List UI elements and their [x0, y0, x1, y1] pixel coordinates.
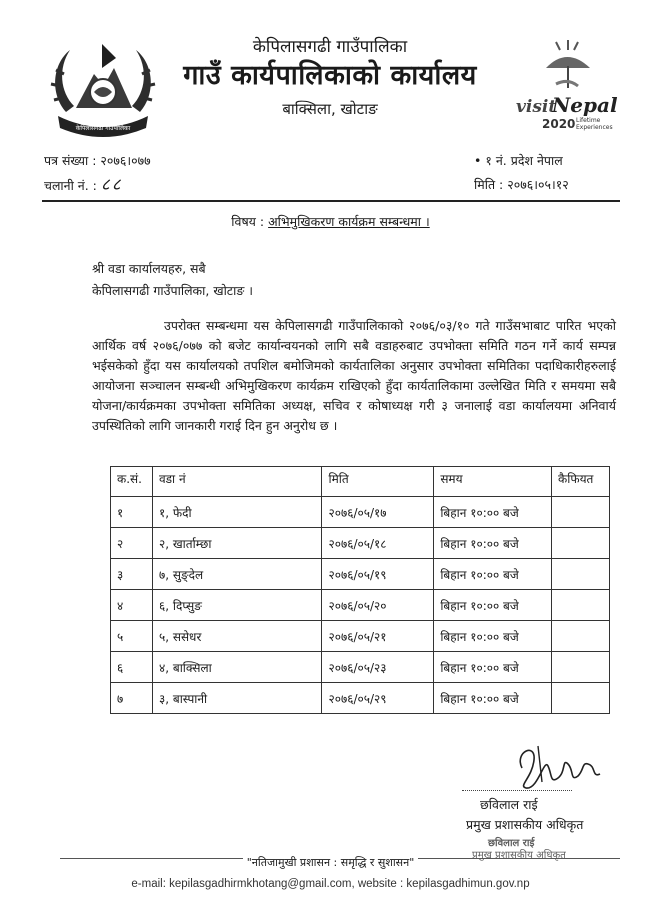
cell-ward: ६, दिप्सुङ: [152, 590, 322, 621]
nepal-emblem-logo: [44, 34, 162, 142]
header-divider: [42, 200, 620, 202]
col-serial-header: क.सं.: [111, 467, 153, 497]
subject-text: अभिमुखिकरण कार्यक्रम सम्बन्धमा ।: [268, 214, 430, 229]
cell-date: २०७६/०५/२०: [322, 590, 434, 621]
cell-remarks: [552, 528, 610, 559]
visit-logo-nepal: Nepal: [552, 93, 618, 117]
cell-ward: ३, बास्पानी: [152, 683, 322, 714]
cell-remarks: [552, 590, 610, 621]
emblem-banner-text: केपिलासगढी गाउँपालिका: [75, 125, 131, 132]
province-label: १ नं. प्रदेश नेपाल: [485, 153, 563, 168]
cell-serial: ७: [111, 683, 153, 714]
visit-nepal-2020-logo: [512, 38, 622, 134]
cell-date: २०७६/०५/१७: [322, 497, 434, 528]
cell-ward: ५, ससेधर: [152, 621, 322, 652]
col-date-header: मिति: [322, 467, 434, 497]
signature-line: [462, 790, 572, 791]
date-value: २०७६।०५।१२: [507, 177, 569, 192]
cell-date: २०७६/०५/२३: [322, 652, 434, 683]
office-address: बाक्सिला, खोटाङ: [282, 100, 378, 118]
table-header-row: [111, 467, 610, 497]
cell-remarks: [552, 497, 610, 528]
office-title: गाउँ कार्यपालिकाको कार्यालय: [183, 60, 477, 91]
letter-body: उपरोक्त सम्बन्धमा यस केपिलासगढी गाउँपालिकाको २०७६/०३/१० गते गाउँसभाबाट पारित भएको आर्थिक वर्ष २०७६/०७७ को बजेट कार्यान्वयनको लागि सबै वडाहरुबाट उपभोक्ता समिति गठन गर्ने कार्य सम्पन्न भईसकेको हुँदा यस कार्यालयको तपशिल बमोजिमको कार्यतालिका अनुसार उपभोक्ता समितिका पदाधिकारीहरुलाई आयोजना सञ्चालन सम्बन्धी अभिमुखिकरण कार्यक्रम राखिएको हुँदा कार्यतालिकामा उल्लेखित मिति र समयमा सबै योजना/कार्यक्रमका उपभोक्ता समितिका अध्यक्ष, सचिव र कोषाध्यक्ष गरी ३ जनालाई वडा कार्यालयमा अनिवार्य उपस्थितिको लागि जानकारी गराई दिन हुन अनुरोध छ ।: [92, 318, 616, 433]
cell-remarks: [552, 559, 610, 590]
recipient-line-1: श्री वडा कार्यालयहरु, सबै: [92, 261, 206, 276]
cell-time: बिहान १०:०० बजे: [434, 497, 552, 528]
visit-logo-year: 2020: [542, 117, 576, 131]
table-row: [111, 621, 610, 652]
date-row: [474, 176, 569, 194]
table-row: [111, 528, 610, 559]
cell-time: बिहान १०:०० बजे: [434, 559, 552, 590]
dispatch-number-label: चलानी नं. :: [44, 178, 97, 193]
table-row: [111, 497, 610, 528]
date-block: [474, 152, 569, 194]
table-row: [111, 652, 610, 683]
cell-date: २०७६/०५/१८: [322, 528, 434, 559]
table-row: [111, 683, 610, 714]
letterhead: [170, 36, 490, 120]
cell-serial: ६: [111, 652, 153, 683]
table-row: [111, 559, 610, 590]
visit-logo-word: visit: [516, 97, 557, 117]
cell-ward: ४, बाक्सिला: [152, 652, 322, 683]
cell-remarks: [552, 652, 610, 683]
footer-contact: e-mail: kepilasgadhirmkhotang@gmail.com, website : kepilasgadhimun.gov.np: [131, 878, 530, 890]
cell-time: बिहान १०:०० बजे: [434, 621, 552, 652]
cell-serial: १: [111, 497, 153, 528]
cell-serial: २: [111, 528, 153, 559]
cell-remarks: [552, 683, 610, 714]
col-remarks-header: कैफियत: [552, 467, 610, 497]
cell-serial: ५: [111, 621, 153, 652]
signatory-name: छविलाल राई: [480, 797, 538, 812]
cell-ward: ७, सुङ्देल: [152, 559, 322, 590]
cell-ward: २, खार्ताम्छा: [152, 528, 322, 559]
province-row: • १ नं. प्रदेश नेपाल: [474, 153, 563, 168]
cell-serial: ४: [111, 590, 153, 621]
handwritten-signature: [508, 738, 608, 794]
recipient-block: [92, 258, 253, 302]
signatory-title: प्रमुख प्रशासकीय अधिकृत: [466, 817, 584, 832]
subject-label: विषय :: [231, 214, 265, 229]
subject-line: [0, 213, 661, 230]
letter-number-value: २०७६।०७७: [100, 153, 151, 168]
cell-date: २०७६/०५/१९: [322, 559, 434, 590]
schedule-table: [110, 466, 610, 714]
cell-time: बिहान १०:०० बजे: [434, 683, 552, 714]
col-ward-header: वडा नं: [152, 467, 322, 497]
table-row: [111, 590, 610, 621]
letter-number-label: पत्र संख्या :: [44, 153, 97, 168]
cell-date: २०७६/०५/२९: [322, 683, 434, 714]
cell-serial: ३: [111, 559, 153, 590]
cell-ward: १, फेदी: [152, 497, 322, 528]
cell-time: बिहान १०:०० बजे: [434, 652, 552, 683]
col-time-header: समय: [434, 467, 552, 497]
recipient-line-2: केपिलासगढी गाउँपालिका, खोटाङ ।: [92, 283, 254, 298]
letter-number-row: [44, 152, 151, 170]
cell-remarks: [552, 621, 610, 652]
cell-time: बिहान १०:०० बजे: [434, 590, 552, 621]
dispatch-number-value: ८८: [100, 175, 123, 195]
visit-logo-tag1: Lifetime: [576, 117, 601, 124]
footer-slogan: [0, 855, 661, 870]
municipality-name: केपिलासगढी गाउँपालिका: [252, 37, 408, 57]
reference-block: [44, 152, 151, 195]
dispatch-number-row: [44, 176, 151, 195]
stamp-name: छविलाल राई: [488, 838, 535, 849]
date-label: मिति :: [474, 177, 504, 192]
slogan-text: "नतिजामुखी प्रशासन : समृद्धि र सुशासन": [243, 856, 419, 869]
cell-time: बिहान १०:०० बजे: [434, 528, 552, 559]
stamp-title: प्रमुख प्रशासकीय अधिकृत: [472, 850, 566, 861]
cell-date: २०७६/०५/२१: [322, 621, 434, 652]
visit-logo-tag2: Experiences: [576, 124, 613, 131]
